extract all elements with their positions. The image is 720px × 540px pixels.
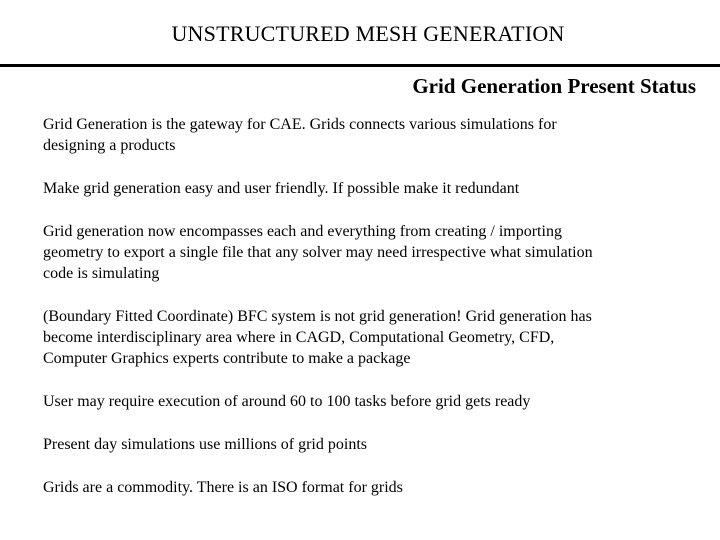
- slide-body: [43, 114, 683, 520]
- title-divider: [0, 64, 720, 67]
- paragraph-line: Grids are a commodity. There is an ISO format for grids: [43, 479, 403, 496]
- paragraph-5: [43, 391, 683, 412]
- paragraph-line: Grid generation now encompasses each and everything from creating / importing: [43, 223, 562, 240]
- paragraph-line: (Boundary Fitted Coordinate) BFC system is not grid generation! Grid generation has: [43, 308, 592, 325]
- slide-title: UNSTRUCTURED MESH GENERATION: [171, 21, 565, 46]
- paragraph-line: designing a products: [43, 137, 176, 154]
- paragraph-1: [43, 114, 683, 156]
- paragraph-7: [43, 477, 683, 498]
- slide-subtitle: Grid Generation Present Status: [412, 74, 696, 98]
- paragraph-line: User may require execution of around 60 to 100 tasks before grid gets ready: [43, 393, 531, 410]
- paragraph-4: [43, 306, 683, 369]
- paragraph-line: become interdisciplinary area where in CAGD, Computational Geometry, CFD,: [43, 329, 555, 346]
- paragraph-line: Present day simulations use millions of grid points: [43, 436, 367, 453]
- paragraph-line: geometry to export a single file that any solver may need irrespective what simulation: [43, 244, 593, 261]
- paragraph-line: Grid Generation is the gateway for CAE. Grids connects various simulations for: [43, 116, 557, 133]
- paragraph-line: code is simulating: [43, 265, 160, 282]
- paragraph-6: [43, 434, 683, 455]
- paragraph-line: Make grid generation easy and user friendly. If possible make it redundant: [43, 180, 520, 197]
- paragraph-3: [43, 221, 683, 284]
- paragraph-2: [43, 178, 683, 199]
- paragraph-line: Computer Graphics experts contribute to make a package: [43, 350, 411, 367]
